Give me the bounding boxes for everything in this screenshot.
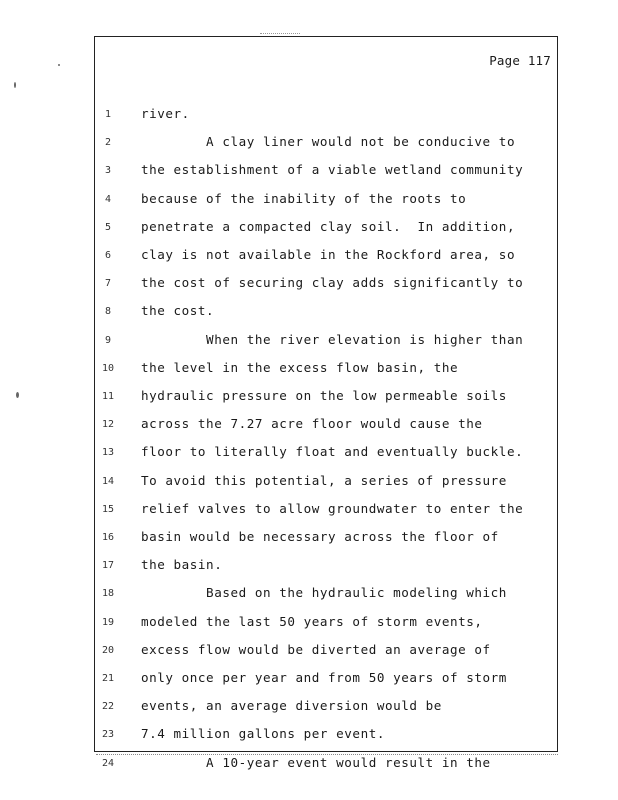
transcript-line: [95, 331, 557, 351]
transcript-line: [95, 697, 557, 717]
line-number: 9: [104, 334, 112, 346]
line-number: 19: [101, 616, 115, 628]
transcript-line: [95, 754, 557, 774]
transcript-line: [95, 161, 557, 181]
transcript-line: [95, 190, 557, 210]
scan-top-mark: [260, 33, 300, 34]
line-number: 4: [104, 193, 112, 205]
line-text: the basin.: [141, 557, 223, 573]
line-number: 15: [101, 503, 115, 515]
transcript-line: [95, 584, 557, 604]
transcript-line: [95, 528, 557, 548]
line-text: river.: [141, 106, 190, 121]
line-text: only once per year and from 50 years of storm: [141, 670, 507, 685]
line-text: the level in the excess flow basin, the: [141, 359, 459, 375]
transcript-line: [95, 133, 557, 153]
line-text: A clay liner would not be conducive to: [141, 134, 516, 150]
transcript-line: [95, 613, 557, 633]
line-number: 5: [104, 221, 112, 233]
transcript-line: [95, 472, 557, 492]
line-text: the establishment of a viable wetland community: [141, 162, 524, 178]
line-number: 21: [101, 673, 115, 684]
line-number: 8: [104, 306, 112, 318]
transcript-line: [95, 641, 557, 661]
scan-speck: [16, 392, 19, 398]
line-number: 17: [101, 560, 115, 572]
line-text: the cost.: [141, 303, 215, 319]
line-number: 2: [104, 137, 112, 149]
line-number: 13: [101, 447, 115, 459]
line-text: across the 7.27 acre floor would cause the: [141, 416, 483, 432]
line-text: hydraulic pressure on the low permeable soils: [141, 388, 507, 403]
transcript-line: [95, 500, 557, 520]
transcript-line: [95, 218, 557, 238]
line-text: events, an average diversion would be: [141, 698, 442, 714]
line-text: floor to literally float and eventually buckle.: [141, 444, 524, 460]
transcript-line: [95, 556, 557, 576]
transcript-line: [95, 725, 557, 745]
page-number: Page 117: [489, 53, 551, 68]
transcript-line: [95, 359, 557, 379]
line-number: 18: [101, 588, 115, 600]
line-number: 6: [104, 250, 112, 261]
line-text: When the river elevation is higher than: [141, 331, 524, 347]
line-number: 22: [101, 701, 115, 713]
transcript-line: [95, 105, 557, 125]
line-number: 10: [101, 362, 115, 374]
line-text: penetrate a compacted clay soil. In addition,: [141, 218, 516, 234]
line-number: 11: [101, 391, 115, 402]
line-number: 1: [104, 109, 112, 120]
line-text: because of the inability of the roots to: [141, 190, 467, 206]
transcript-line: [95, 302, 557, 322]
transcript-line: [95, 274, 557, 294]
line-number: 23: [101, 729, 115, 741]
transcript-line: [95, 669, 557, 689]
scan-speck: [58, 64, 60, 66]
line-text: A 10-year event would result in the: [141, 754, 491, 770]
transcript-line: [95, 415, 557, 435]
line-text: basin would be necessary across the floor of: [141, 529, 499, 544]
scan-bottom-edge: [96, 754, 558, 755]
line-text: 7.4 million gallons per event.: [141, 726, 385, 742]
line-text: Based on the hydraulic modeling which: [141, 585, 507, 601]
line-number: 16: [101, 532, 115, 543]
line-number: 20: [101, 644, 115, 656]
line-number: 24: [101, 757, 115, 769]
transcript-line: [95, 387, 557, 407]
line-text: modeled the last 50 years of storm events,: [141, 613, 483, 629]
line-text: relief valves to allow groundwater to enter the: [141, 500, 524, 516]
scan-speck: [14, 82, 16, 88]
line-number: 3: [104, 165, 112, 177]
line-number: 12: [101, 419, 115, 431]
line-text: To avoid this potential, a series of pressure: [141, 472, 507, 488]
transcript-line: [95, 246, 557, 266]
line-text: the cost of securing clay adds significantly to: [141, 275, 524, 291]
transcript-line: [95, 443, 557, 463]
line-text: excess flow would be diverted an average of: [141, 641, 491, 657]
line-text: clay is not available in the Rockford area, so: [141, 247, 516, 262]
transcript-page: [94, 36, 558, 770]
line-number: 14: [101, 475, 115, 487]
line-number: 7: [104, 278, 112, 290]
